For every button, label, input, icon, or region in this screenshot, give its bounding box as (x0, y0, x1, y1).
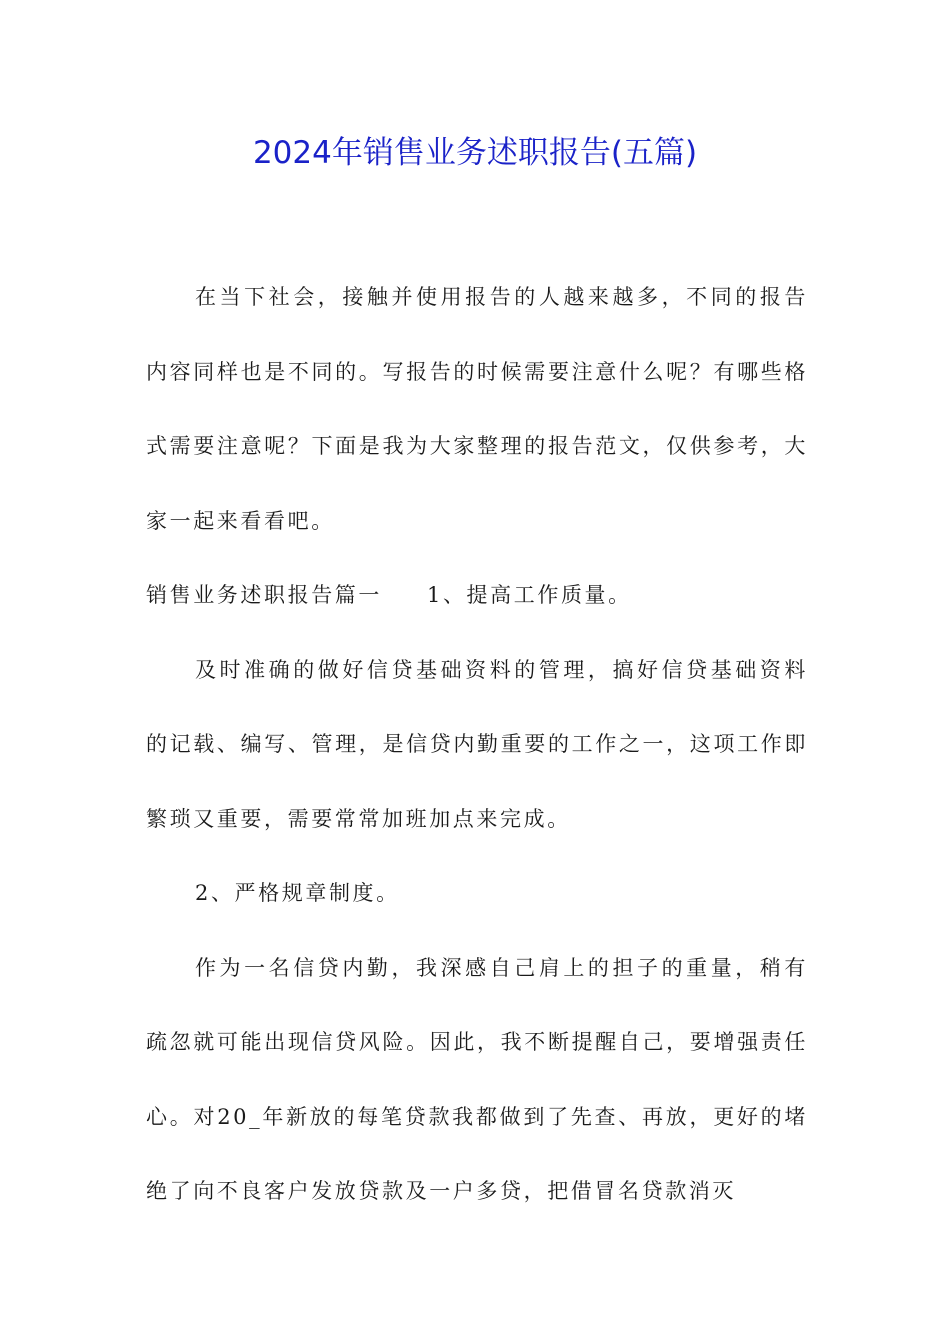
section-heading: 销售业务述职报告篇一 (146, 583, 382, 607)
document-title: 2024年销售业务述职报告(五篇) (252, 135, 698, 171)
section-first-item: 1、提高工作质量。 (427, 583, 632, 607)
paragraph-rules-heading: 2、严格规章制度。 (195, 881, 400, 905)
paragraph-section-one (146, 558, 808, 633)
paragraph-quality: 及时准确的做好信贷基础资料的管理，搞好信贷基础资料的记载、编写、管理，是信贷内勤重要的工作之一，这项工作即繁琐又重要，需要常常加班加点来完成。 (146, 657, 808, 831)
paragraph-rules: 作为一名信贷内勤，我深感自己肩上的担子的重量，稍有疏忽就可能出现信贷风险。因此，我不断提醒自己，要增强责任心。对20_年新放的每笔贷款我都做到了先查、再放，更好的堵绝了向不良客户发放贷款及一户多贷，把借冒名贷款消灭 (146, 955, 808, 1203)
document-body (146, 260, 808, 1229)
paragraph-intro: 在当下社会，接触并使用报告的人越来越多，不同的报告内容同样也是不同的。写报告的时候需要注意什么呢？有哪些格式需要注意呢？下面是我为大家整理的报告范文，仅供参考，大家一起来看看吧。 (146, 285, 808, 533)
